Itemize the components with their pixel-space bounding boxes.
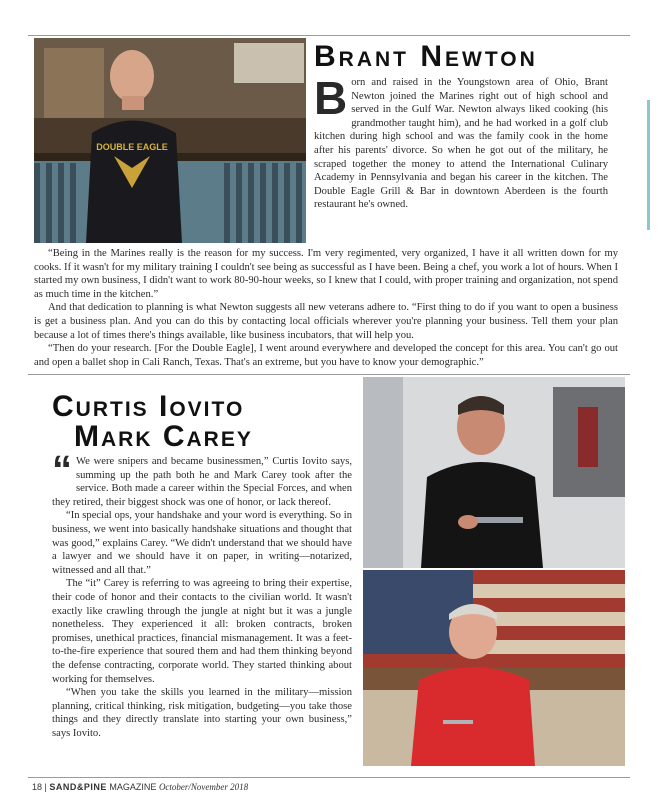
newton-intro-text: orn and raised in the Youngstown area of Ohio, Brant Newton joined the Marines right out of high school and served in the Gulf War. Newton always liked cooking (his grandmother taught him), and he had worked in a golf club kitchen during high school and was the family cook in the home after his parents' divorce. So when he got out of the military, he scraped together the money to attend the International Culinary Academy in Pennsylvania and began his career in the kitchen. The Double Eagle Grill & Bar in downtown Aberdeen is the fourth restaurant he's owned. xyxy=(314,77,608,211)
photo-mark-carey xyxy=(363,570,625,766)
heading-curtis-iovito: Curtis Iovito xyxy=(52,390,245,423)
magazine-word: MAGAZINE xyxy=(109,782,157,792)
team-paragraph: The “it” Carey is referring to was agreeing to bring their expertise, their code of honor and their contacts to the civilian world. It wasn't exactly like crawling through the jungle at night but it was a jungle nonetheless. They experienced it all: broken contracts, broken promises, unethical practices, financial mismanagement. It was a feet-to-the-fire experience that soured them and had them thinking beyond the defense contracting, corporate world. They started thinking about working for themselves. xyxy=(52,578,352,685)
top-rule xyxy=(28,35,630,36)
heading-mark-carey: Mark Carey xyxy=(74,420,253,453)
shirt-logo-text: DOUBLE EAGLE xyxy=(96,142,168,152)
heading-brant-newton: Brant Newton xyxy=(314,40,538,73)
dropcap: B xyxy=(314,72,348,124)
newton-body xyxy=(34,247,618,369)
photo-brant-newton xyxy=(34,38,306,243)
magazine-brand: SAND&PINE xyxy=(49,782,107,792)
newton-paragraph: “Being in the Marines really is the reason for my success. I'm very regimented, very organized, I have it all written down for my cooks. If it wasn't for my military training I couldn't see being as successful as I have been. Being a chef, you work a lot of hours. When I started my own business, I didn't want to work 80-90-hour weeks, so I knew that I could, with proper training and organization, not spend as much time in the kitchen.” xyxy=(34,248,618,300)
footer-rule xyxy=(28,777,630,778)
section-divider xyxy=(28,374,630,375)
issue-date: October/November 2018 xyxy=(158,782,249,792)
page-number: 18 xyxy=(32,782,43,792)
page-footer xyxy=(32,782,248,792)
newton-paragraph: And that dedication to planning is what Newton suggests all new veterans adhere to. “First thing to do if you want to open a business is get a business plan. And you can do this by contacting local officials wherever you're planning your business. Tell them your plan because a lot of times there's things available, like business incubators, that will help you. xyxy=(34,302,618,341)
photo-curtis-iovito xyxy=(363,377,625,568)
team-lead: We were snipers and became businessmen,” Curtis Iovito says, summing up the path both he and Mark Carey took after the service. Both made a career within the Special Forces, and when they retired, their biggest shock was one of honor, or lack thereof. xyxy=(52,456,352,508)
team-paragraph: “When you take the skills you learned in the military—mission planning, critical thinking, risk mitigation, budgeting—you take those things and they directly translate into starting your own business,” says Iovito. xyxy=(52,687,352,739)
accent-bar xyxy=(647,100,650,230)
footer-separator: | xyxy=(44,782,50,792)
newton-paragraph: “Then do your research. [For the Double Eagle], I went around everywhere and developed the concept for this area. You can't go out and open a ballet shop in Cali Ranch, Texas. That's an extreme, but you have to know your demographic.” xyxy=(34,343,618,368)
open-quote-mark: “ xyxy=(52,448,72,492)
team-paragraph: “In special ops, your handshake and your word is everything. So in business, we went into basically handshake situations and thought that was good,” explains Carey. “We didn't understand that we should have a lawyer and we should have it on paper, in writing—notarized, witnessed and all that.” xyxy=(52,510,352,576)
newton-intro xyxy=(314,72,608,212)
team-body xyxy=(52,448,352,740)
